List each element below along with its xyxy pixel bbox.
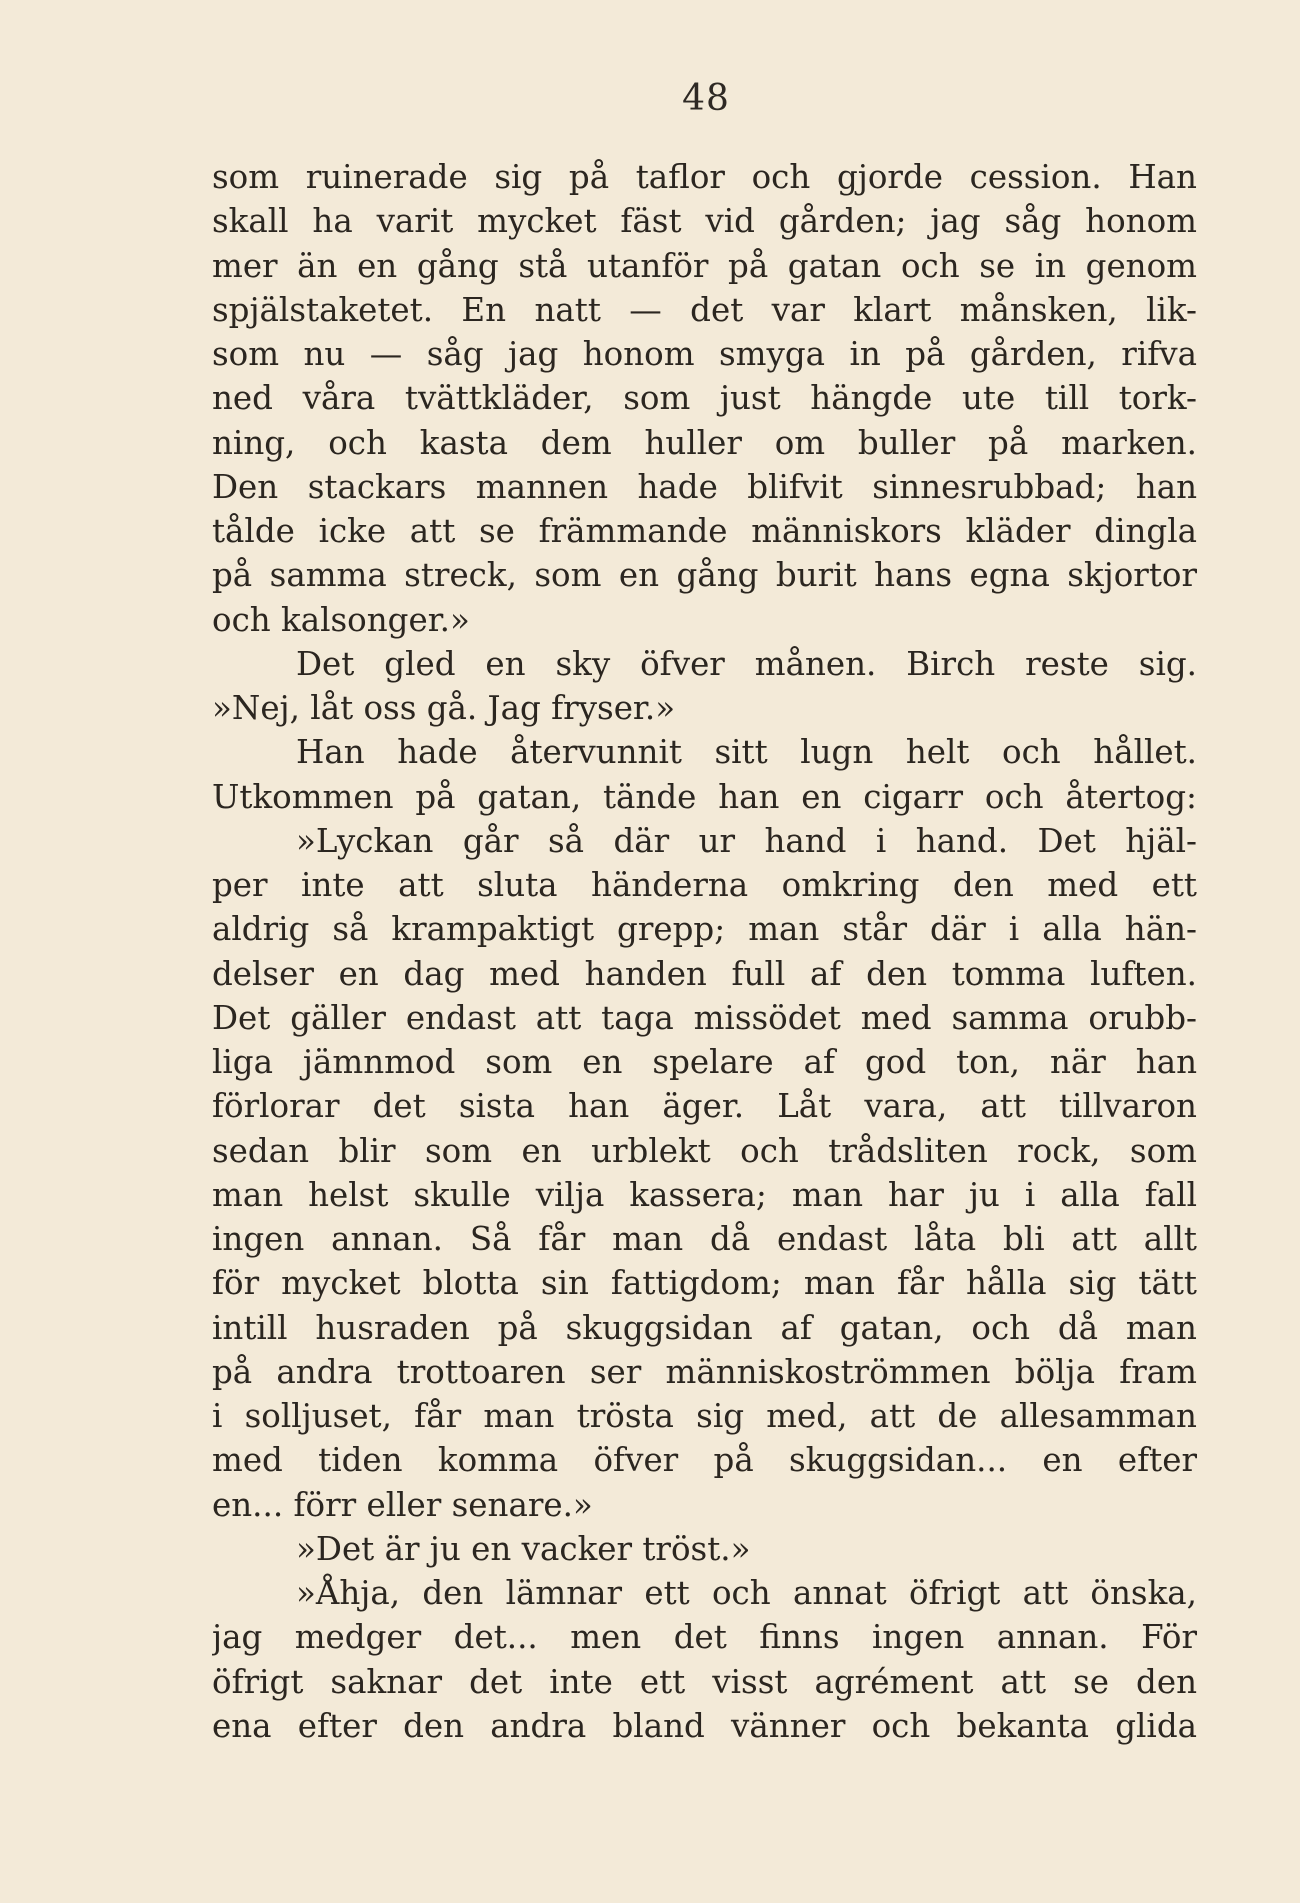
text-line: spjälstaketet. En natt — det var klart månsken, lik- bbox=[212, 290, 1197, 329]
text-line: intill husraden på skuggsidan af gatan, och då man bbox=[212, 1308, 1197, 1347]
text-line: Det gled en sky öfver månen. Birch reste sig. bbox=[296, 644, 1197, 683]
text-line: ena efter den andra bland vänner och bekanta glida bbox=[212, 1706, 1197, 1745]
text-line: liga jämnmod som en spelare af god ton, när han bbox=[212, 1043, 1197, 1081]
text-line: på samma streck, som en gång burit hans egna skjortor bbox=[212, 556, 1197, 595]
text-line: på andra trottoaren ser människoströmmen bölja fram bbox=[212, 1352, 1197, 1391]
text-line: Den stackars mannen hade blifvit sinnesrubbad; han bbox=[212, 467, 1197, 506]
text-line: som ruinerade sig på taflor och gjorde cession. Han bbox=[212, 158, 1197, 196]
text-line: tålde icke att se främmande människors kläder dingla bbox=[212, 512, 1197, 550]
text-line: i solljuset, får man trösta sig med, att de allesamman bbox=[212, 1397, 1197, 1435]
text-line: sedan blir som en urblekt och trådsliten rock, som bbox=[212, 1131, 1197, 1170]
text-line: ning, och kasta dem huller om buller på marken. bbox=[212, 423, 1197, 462]
text-line: delser en dag med handen full af den tomma luften. bbox=[212, 954, 1197, 993]
text-line: Det gäller endast att taga missödet med samma orubb- bbox=[212, 998, 1197, 1037]
text-line: ingen annan. Så får man då endast låta bli att allt bbox=[212, 1220, 1197, 1258]
text-line: öfrigt saknar det inte ett visst agrément att se den bbox=[212, 1662, 1197, 1701]
text-line: jag medger det... men det finns ingen annan. För bbox=[212, 1618, 1197, 1657]
text-line: Utkommen på gatan, tände han en cigarr och återtog: bbox=[212, 777, 1197, 816]
page-number: 48 bbox=[682, 78, 730, 119]
text-line: för mycket blotta sin fattigdom; man får hålla sig tätt bbox=[212, 1264, 1197, 1303]
text-line: mer än en gång stå utanför på gatan och se in genom bbox=[212, 246, 1197, 285]
text-line: »Nej, låt oss gå. Jag fryser.» bbox=[212, 689, 676, 727]
text-line: »Det är ju en vacker tröst.» bbox=[296, 1529, 751, 1568]
text-line: skall ha varit mycket fäst vid gården; jag såg honom bbox=[212, 202, 1197, 241]
text-line: Han hade återvunnit sitt lugn helt och hållet. bbox=[296, 733, 1197, 772]
text-line: »Åhja, den lämnar ett och annat öfrigt att önska, bbox=[296, 1574, 1197, 1612]
text-line: ned våra tvättkläder, som just hängde ute till tork- bbox=[212, 379, 1197, 418]
text-line: »Lyckan går så där ur hand i hand. Det hjäl- bbox=[296, 821, 1197, 860]
text-line: en... förr eller senare.» bbox=[212, 1485, 593, 1524]
text-line: per inte att sluta händerna omkring den med ett bbox=[212, 866, 1197, 904]
text-line: aldrig så krampaktigt grepp; man står där i alla hän- bbox=[212, 910, 1197, 949]
text-line: man helst skulle vilja kassera; man har ju i alla fall bbox=[212, 1175, 1197, 1214]
text-line: som nu — såg jag honom smyga in på gården, rifva bbox=[212, 335, 1197, 373]
body-text bbox=[212, 155, 1197, 1748]
text-line: med tiden komma öfver på skuggsidan... en efter bbox=[212, 1441, 1197, 1480]
text-line: förlorar det sista han äger. Låt vara, att tillvaron bbox=[212, 1087, 1197, 1126]
text-line: och kalsonger.» bbox=[212, 600, 470, 639]
